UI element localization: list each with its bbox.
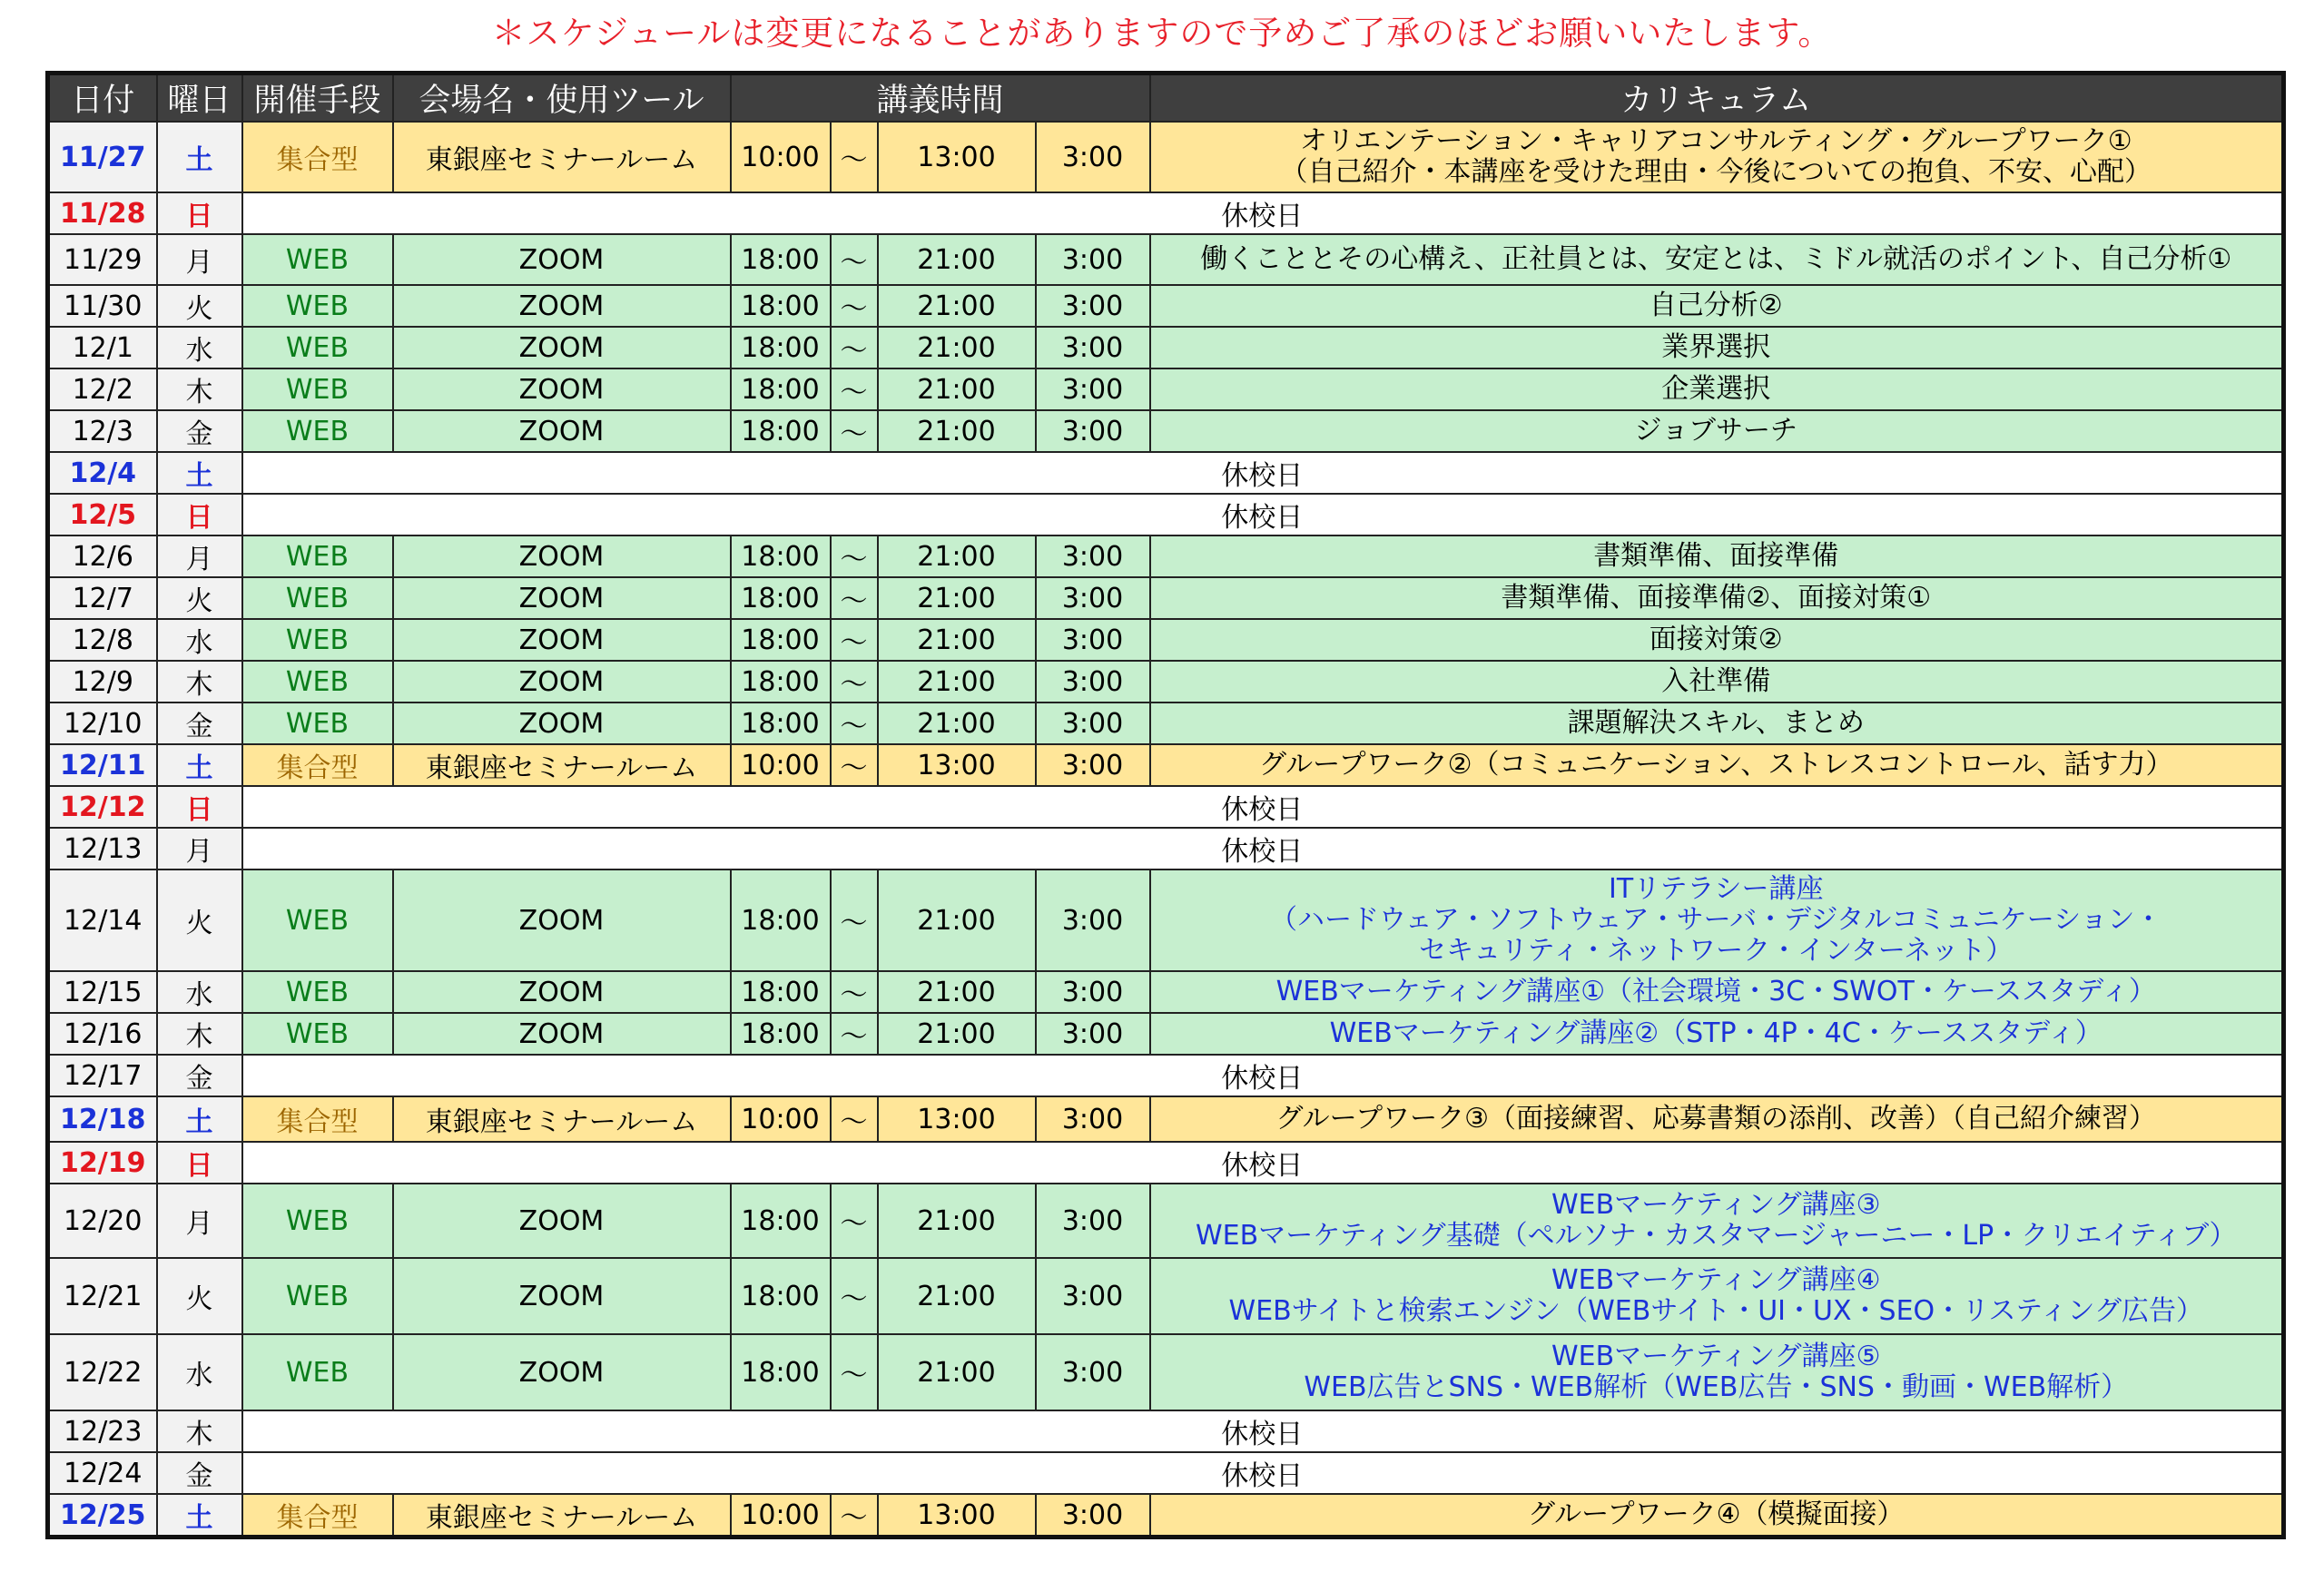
table-row	[48, 1013, 2284, 1055]
day-cell: 火	[157, 285, 242, 327]
time-separator: ～	[831, 368, 878, 410]
time-separator: ～	[831, 702, 878, 744]
day-cell: 金	[157, 1055, 242, 1096]
mode-cell: WEB	[242, 1013, 393, 1055]
schedule-table	[45, 71, 2286, 1539]
day-cell: 日	[157, 1142, 242, 1184]
curriculum-cell	[1150, 971, 2284, 1013]
curriculum-line: セキュリティ・ネットワーク・インターネット）	[1419, 935, 2014, 967]
time-separator: ～	[831, 577, 878, 619]
curriculum-line: WEBサイトと検索エンジン（WEBサイト・UI・UX・SEO・リスティング広告）	[1228, 1295, 2203, 1327]
mode-cell: 集合型	[242, 1096, 393, 1142]
date-cell: 12/23	[48, 1410, 157, 1452]
end-time: 21:00	[878, 870, 1036, 971]
start-time: 18:00	[731, 1184, 831, 1258]
day-cell: 水	[157, 971, 242, 1013]
end-time: 21:00	[878, 327, 1036, 368]
venue-cell: ZOOM	[393, 1258, 731, 1334]
day-cell: 土	[157, 1494, 242, 1538]
end-time: 21:00	[878, 234, 1036, 285]
table-row	[48, 577, 2284, 619]
curriculum-cell	[1150, 1258, 2284, 1334]
duration-cell: 3:00	[1036, 577, 1150, 619]
date-cell: 12/3	[48, 410, 157, 452]
curriculum-line: 業界選択	[1661, 331, 1771, 363]
venue-cell: ZOOM	[393, 327, 731, 368]
day-cell: 火	[157, 870, 242, 971]
day-cell: 月	[157, 1184, 242, 1258]
table-row	[48, 1334, 2284, 1410]
duration-cell: 3:00	[1036, 1258, 1150, 1334]
venue-cell: ZOOM	[393, 410, 731, 452]
venue-cell: ZOOM	[393, 535, 731, 577]
time-separator: ～	[831, 744, 878, 786]
start-time: 18:00	[731, 702, 831, 744]
date-cell: 12/9	[48, 661, 157, 702]
start-time: 18:00	[731, 619, 831, 661]
time-separator: ～	[831, 870, 878, 971]
header-time: 講義時間	[731, 74, 1150, 123]
duration-cell: 3:00	[1036, 122, 1150, 192]
holiday-label: 休校日	[242, 1410, 2284, 1452]
end-time: 21:00	[878, 1184, 1036, 1258]
duration-cell: 3:00	[1036, 1494, 1150, 1538]
table-row	[48, 1142, 2284, 1184]
curriculum-line: ITリテラシー講座	[1608, 873, 1824, 905]
date-cell: 12/24	[48, 1452, 157, 1494]
curriculum-cell	[1150, 234, 2284, 285]
time-separator: ～	[831, 1184, 878, 1258]
day-cell: 木	[157, 368, 242, 410]
table-row	[48, 494, 2284, 535]
time-separator: ～	[831, 1334, 878, 1410]
duration-cell: 3:00	[1036, 327, 1150, 368]
table-header-row	[48, 74, 2284, 123]
curriculum-cell	[1150, 1184, 2284, 1258]
mode-cell: 集合型	[242, 122, 393, 192]
curriculum-line: 課題解決スキル、まとめ	[1567, 707, 1865, 739]
schedule-change-notice: ＊スケジュールは変更になることがありますので予めご了承のほどお願いいたします。	[491, 14, 1833, 53]
holiday-label: 休校日	[242, 494, 2284, 535]
time-separator: ～	[831, 410, 878, 452]
table-row	[48, 535, 2284, 577]
duration-cell: 3:00	[1036, 285, 1150, 327]
venue-cell: ZOOM	[393, 870, 731, 971]
schedule-body	[48, 122, 2284, 1538]
start-time: 10:00	[731, 744, 831, 786]
curriculum-cell	[1150, 702, 2284, 744]
date-cell: 12/1	[48, 327, 157, 368]
curriculum-line: 面接対策②	[1649, 624, 1783, 655]
curriculum-line: WEBマーケティング基礎（ペルソナ・カスタマージャーニー・LP・クリエイティブ）	[1196, 1220, 2237, 1252]
duration-cell: 3:00	[1036, 744, 1150, 786]
date-cell: 12/21	[48, 1258, 157, 1334]
venue-cell: 東銀座セミナールーム	[393, 744, 731, 786]
day-cell: 木	[157, 1410, 242, 1452]
mode-cell: WEB	[242, 234, 393, 285]
table-row	[48, 702, 2284, 744]
mode-cell: WEB	[242, 619, 393, 661]
venue-cell: 東銀座セミナールーム	[393, 1096, 731, 1142]
table-row	[48, 1258, 2284, 1334]
table-row	[48, 828, 2284, 870]
date-cell: 12/17	[48, 1055, 157, 1096]
mode-cell: WEB	[242, 1258, 393, 1334]
date-cell: 12/2	[48, 368, 157, 410]
mode-cell: WEB	[242, 1184, 393, 1258]
day-cell: 土	[157, 122, 242, 192]
curriculum-cell	[1150, 744, 2284, 786]
duration-cell: 3:00	[1036, 1334, 1150, 1410]
end-time: 21:00	[878, 619, 1036, 661]
curriculum-cell	[1150, 1013, 2284, 1055]
start-time: 18:00	[731, 234, 831, 285]
holiday-label: 休校日	[242, 786, 2284, 828]
day-cell: 水	[157, 327, 242, 368]
end-time: 21:00	[878, 410, 1036, 452]
table-row	[48, 1055, 2284, 1096]
header-mode: 開催手段	[242, 74, 393, 123]
end-time: 21:00	[878, 1258, 1036, 1334]
start-time: 18:00	[731, 661, 831, 702]
table-row	[48, 327, 2284, 368]
curriculum-cell	[1150, 661, 2284, 702]
duration-cell: 3:00	[1036, 410, 1150, 452]
end-time: 21:00	[878, 368, 1036, 410]
curriculum-line: WEBマーケティング講座②（STP・4P・4C・ケーススタディ）	[1329, 1017, 2102, 1049]
day-cell: 土	[157, 744, 242, 786]
venue-cell: ZOOM	[393, 702, 731, 744]
venue-cell: ZOOM	[393, 1184, 731, 1258]
holiday-label: 休校日	[242, 1142, 2284, 1184]
end-time: 21:00	[878, 971, 1036, 1013]
start-time: 18:00	[731, 410, 831, 452]
date-cell: 12/18	[48, 1096, 157, 1142]
end-time: 21:00	[878, 661, 1036, 702]
time-separator: ～	[831, 122, 878, 192]
table-row	[48, 744, 2284, 786]
curriculum-line: グループワーク③（面接練習、応募書類の添削、改善）（自己紹介練習）	[1275, 1103, 2156, 1135]
curriculum-cell	[1150, 619, 2284, 661]
end-time: 21:00	[878, 577, 1036, 619]
time-separator: ～	[831, 661, 878, 702]
time-separator: ～	[831, 1096, 878, 1142]
venue-cell: ZOOM	[393, 368, 731, 410]
holiday-label: 休校日	[242, 192, 2284, 234]
time-separator: ～	[831, 1494, 878, 1538]
end-time: 21:00	[878, 285, 1036, 327]
curriculum-cell	[1150, 577, 2284, 619]
curriculum-line: 入社準備	[1661, 665, 1771, 697]
holiday-label: 休校日	[242, 452, 2284, 494]
start-time: 10:00	[731, 1494, 831, 1538]
curriculum-cell	[1150, 285, 2284, 327]
duration-cell: 3:00	[1036, 971, 1150, 1013]
duration-cell: 3:00	[1036, 870, 1150, 971]
date-cell: 12/13	[48, 828, 157, 870]
table-row	[48, 1184, 2284, 1258]
mode-cell: WEB	[242, 285, 393, 327]
time-separator: ～	[831, 234, 878, 285]
curriculum-cell	[1150, 122, 2284, 192]
table-row	[48, 452, 2284, 494]
date-cell: 12/8	[48, 619, 157, 661]
curriculum-line: （ハードウェア・ソフトウェア・サーバ・デジタルコミュニケーション・	[1270, 904, 2162, 936]
end-time: 21:00	[878, 702, 1036, 744]
start-time: 18:00	[731, 577, 831, 619]
day-cell: 土	[157, 452, 242, 494]
table-row	[48, 1096, 2284, 1142]
time-separator: ～	[831, 1013, 878, 1055]
date-cell: 12/19	[48, 1142, 157, 1184]
mode-cell: WEB	[242, 577, 393, 619]
mode-cell: 集合型	[242, 1494, 393, 1538]
venue-cell: ZOOM	[393, 661, 731, 702]
venue-cell: 東銀座セミナールーム	[393, 122, 731, 192]
duration-cell: 3:00	[1036, 368, 1150, 410]
day-cell: 月	[157, 234, 242, 285]
start-time: 18:00	[731, 1334, 831, 1410]
date-cell: 12/12	[48, 786, 157, 828]
table-row	[48, 971, 2284, 1013]
start-time: 10:00	[731, 122, 831, 192]
start-time: 18:00	[731, 368, 831, 410]
time-separator: ～	[831, 535, 878, 577]
curriculum-line: 自己分析②	[1649, 290, 1783, 321]
date-cell: 12/4	[48, 452, 157, 494]
mode-cell: WEB	[242, 410, 393, 452]
day-cell: 火	[157, 577, 242, 619]
end-time: 13:00	[878, 1096, 1036, 1142]
date-cell: 12/10	[48, 702, 157, 744]
curriculum-cell	[1150, 327, 2284, 368]
end-time: 21:00	[878, 1334, 1036, 1410]
date-cell: 12/5	[48, 494, 157, 535]
date-cell: 12/15	[48, 971, 157, 1013]
day-cell: 木	[157, 661, 242, 702]
end-time: 13:00	[878, 744, 1036, 786]
duration-cell: 3:00	[1036, 661, 1150, 702]
curriculum-line: WEBマーケティング講座④	[1551, 1264, 1881, 1296]
curriculum-line: ジョブサーチ	[1634, 415, 1797, 447]
header-curriculum: カリキュラム	[1150, 74, 2284, 123]
holiday-label: 休校日	[242, 828, 2284, 870]
date-cell: 12/6	[48, 535, 157, 577]
day-cell: 日	[157, 192, 242, 234]
venue-cell: ZOOM	[393, 285, 731, 327]
start-time: 18:00	[731, 1258, 831, 1334]
duration-cell: 3:00	[1036, 234, 1150, 285]
day-cell: 金	[157, 1452, 242, 1494]
curriculum-cell	[1150, 368, 2284, 410]
date-cell: 11/28	[48, 192, 157, 234]
day-cell: 日	[157, 786, 242, 828]
duration-cell: 3:00	[1036, 1096, 1150, 1142]
curriculum-cell	[1150, 535, 2284, 577]
start-time: 18:00	[731, 535, 831, 577]
curriculum-line: WEBマーケティング講座⑤	[1551, 1341, 1881, 1372]
day-cell: 土	[157, 1096, 242, 1142]
table-row	[48, 368, 2284, 410]
header-venue: 会場名・使用ツール	[393, 74, 731, 123]
mode-cell: WEB	[242, 535, 393, 577]
day-cell: 金	[157, 410, 242, 452]
curriculum-line: （自己紹介・本講座を受けた理由・今後についての抱負、不安、心配）	[1280, 156, 2152, 188]
mode-cell: WEB	[242, 368, 393, 410]
day-cell: 日	[157, 494, 242, 535]
venue-cell: ZOOM	[393, 1013, 731, 1055]
time-separator: ～	[831, 619, 878, 661]
mode-cell: WEB	[242, 971, 393, 1013]
end-time: 13:00	[878, 1494, 1036, 1538]
curriculum-cell	[1150, 1096, 2284, 1142]
duration-cell: 3:00	[1036, 619, 1150, 661]
date-cell: 11/30	[48, 285, 157, 327]
venue-cell: ZOOM	[393, 619, 731, 661]
start-time: 18:00	[731, 971, 831, 1013]
curriculum-line: グループワーク②（コミュニケーション、ストレスコントロール、話す力）	[1259, 749, 2173, 781]
table-row	[48, 192, 2284, 234]
date-cell: 11/27	[48, 122, 157, 192]
time-separator: ～	[831, 285, 878, 327]
venue-cell: ZOOM	[393, 971, 731, 1013]
venue-cell: ZOOM	[393, 234, 731, 285]
header-date: 日付	[48, 74, 157, 123]
holiday-label: 休校日	[242, 1452, 2284, 1494]
mode-cell: WEB	[242, 702, 393, 744]
curriculum-line: WEBマーケティング講座③	[1551, 1189, 1881, 1221]
date-cell: 12/14	[48, 870, 157, 971]
day-cell: 金	[157, 702, 242, 744]
table-row	[48, 870, 2284, 971]
start-time: 18:00	[731, 1013, 831, 1055]
table-row	[48, 1452, 2284, 1494]
table-row	[48, 410, 2284, 452]
venue-cell: 東銀座セミナールーム	[393, 1494, 731, 1538]
date-cell: 11/29	[48, 234, 157, 285]
curriculum-cell	[1150, 870, 2284, 971]
day-cell: 火	[157, 1258, 242, 1334]
date-cell: 12/25	[48, 1494, 157, 1538]
curriculum-line: 働くこととその心構え、正社員とは、安定とは、ミドル就活のポイント、自己分析①	[1200, 243, 2232, 275]
end-time: 21:00	[878, 535, 1036, 577]
end-time: 21:00	[878, 1013, 1036, 1055]
holiday-label: 休校日	[242, 1055, 2284, 1096]
date-cell: 12/22	[48, 1334, 157, 1410]
date-cell: 12/7	[48, 577, 157, 619]
date-cell: 12/11	[48, 744, 157, 786]
day-cell: 月	[157, 828, 242, 870]
curriculum-line: 書類準備、面接準備	[1593, 540, 1839, 572]
duration-cell: 3:00	[1036, 1184, 1150, 1258]
curriculum-cell	[1150, 1494, 2284, 1538]
mode-cell: WEB	[242, 327, 393, 368]
date-cell: 12/16	[48, 1013, 157, 1055]
curriculum-line: 書類準備、面接準備②、面接対策①	[1501, 582, 1932, 614]
venue-cell: ZOOM	[393, 1334, 731, 1410]
duration-cell: 3:00	[1036, 702, 1150, 744]
duration-cell: 3:00	[1036, 535, 1150, 577]
curriculum-line: 企業選択	[1661, 373, 1771, 405]
start-time: 18:00	[731, 285, 831, 327]
mode-cell: WEB	[242, 870, 393, 971]
venue-cell: ZOOM	[393, 577, 731, 619]
duration-cell: 3:00	[1036, 1013, 1150, 1055]
curriculum-line: オリエンテーション・キャリアコンサルティング・グループワーク①	[1299, 125, 2132, 157]
table-row	[48, 1410, 2284, 1452]
start-time: 10:00	[731, 1096, 831, 1142]
day-cell: 木	[157, 1013, 242, 1055]
mode-cell: WEB	[242, 661, 393, 702]
time-separator: ～	[831, 1258, 878, 1334]
end-time: 13:00	[878, 122, 1036, 192]
curriculum-cell	[1150, 410, 2284, 452]
day-cell: 月	[157, 535, 242, 577]
curriculum-line: グループワーク④（模擬面接）	[1528, 1498, 1905, 1530]
time-separator: ～	[831, 971, 878, 1013]
table-row	[48, 786, 2284, 828]
table-row	[48, 285, 2284, 327]
curriculum-cell	[1150, 1334, 2284, 1410]
table-row	[48, 661, 2284, 702]
date-cell: 12/20	[48, 1184, 157, 1258]
table-row	[48, 619, 2284, 661]
mode-cell: WEB	[242, 1334, 393, 1410]
mode-cell: 集合型	[242, 744, 393, 786]
day-cell: 水	[157, 1334, 242, 1410]
start-time: 18:00	[731, 327, 831, 368]
curriculum-line: WEB広告とSNS・WEB解析（WEB広告・SNS・動画・WEB解析）	[1304, 1371, 2129, 1403]
time-separator: ～	[831, 327, 878, 368]
start-time: 18:00	[731, 870, 831, 971]
curriculum-line: WEBマーケティング講座①（社会環境・3C・SWOT・ケーススタディ）	[1275, 976, 2156, 1007]
table-row	[48, 234, 2284, 285]
day-cell: 水	[157, 619, 242, 661]
table-row	[48, 122, 2284, 192]
table-row	[48, 1494, 2284, 1538]
header-day: 曜日	[157, 74, 242, 123]
